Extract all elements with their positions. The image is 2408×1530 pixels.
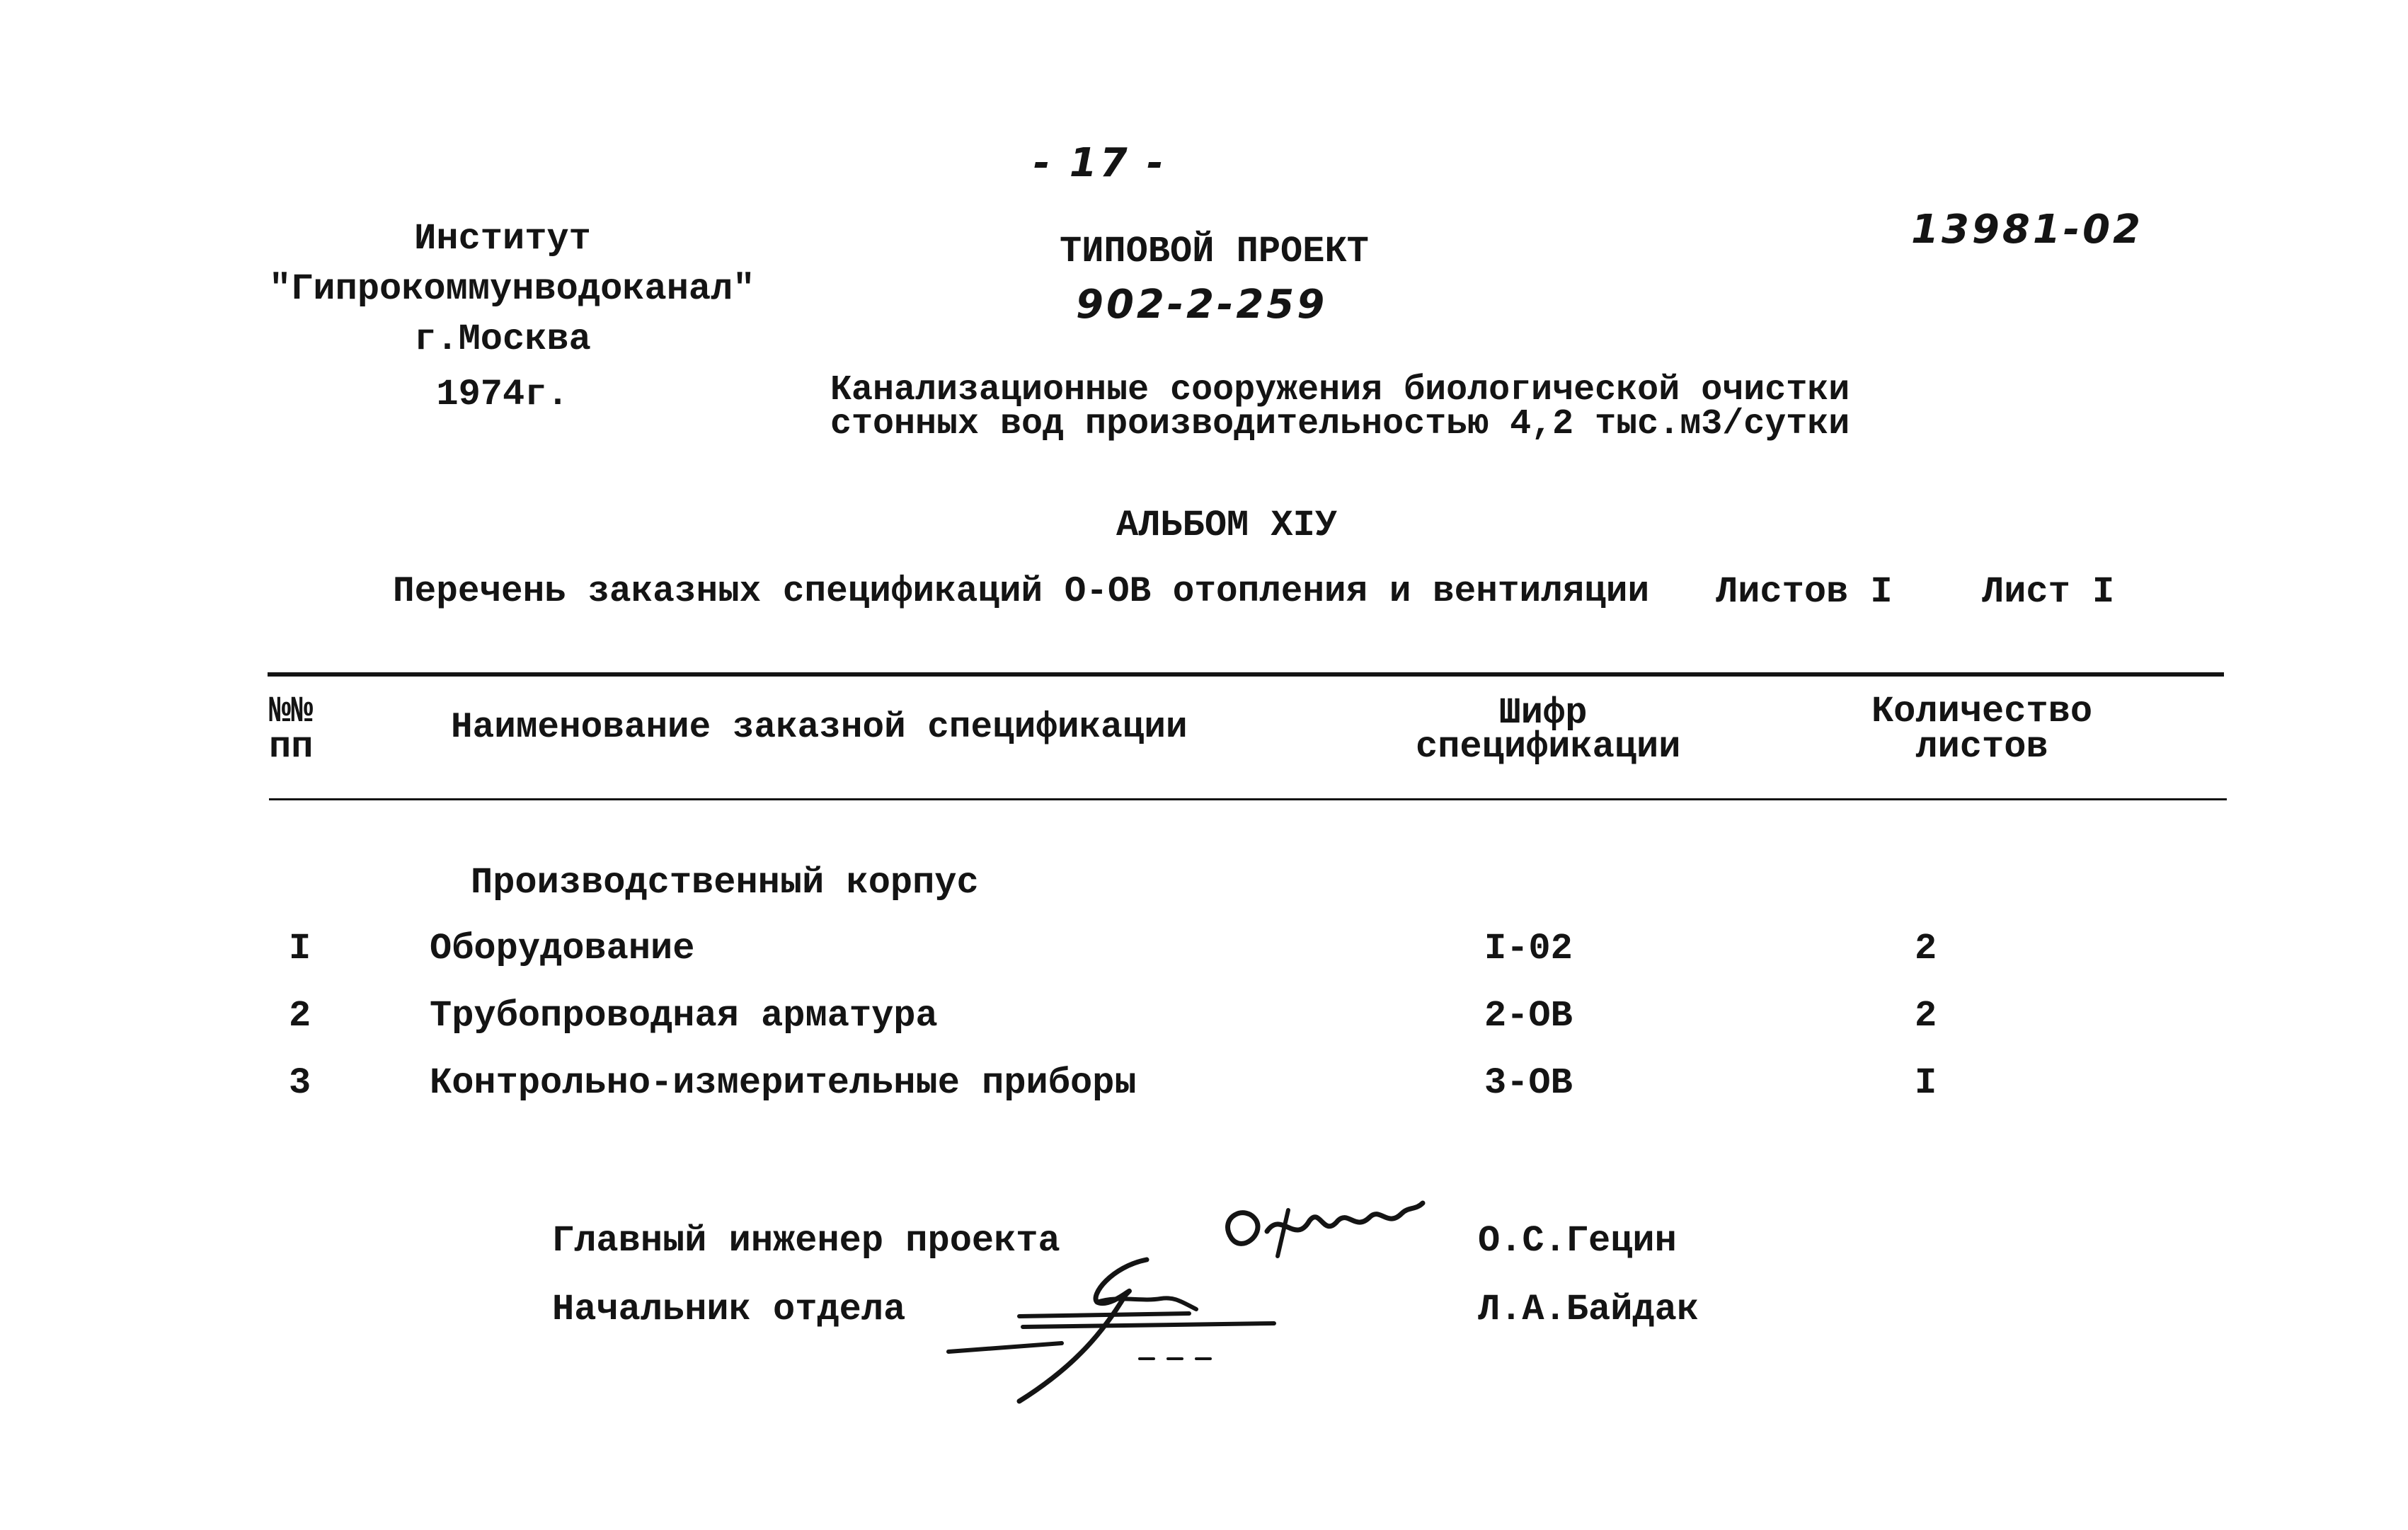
row-1-num: I <box>289 928 311 970</box>
header-name: Наименование заказной спецификации <box>451 708 1188 748</box>
list-title: Перечень заказных спецификаций О-ОВ отопления и вентиляции <box>393 572 1650 612</box>
row-2-code: 2-ОВ <box>1484 995 1573 1037</box>
project-number: 902-2-259 <box>1076 282 1328 328</box>
row-2-name: Трубопроводная арматура <box>430 995 938 1037</box>
sheet-current: Лист I <box>1982 571 2115 613</box>
row-3-num: 3 <box>289 1062 311 1104</box>
archive-number: 13981-02 <box>1911 207 2143 253</box>
header-qty-line1: Количество <box>1871 691 2093 732</box>
row-1-name: Оборудование <box>430 928 695 970</box>
row-2-qty: 2 <box>1915 995 1937 1037</box>
signature-name-head-of-department: Л.А.Байдак <box>1478 1289 1699 1330</box>
signature-role-chief-engineer: Главный инженер проекта <box>552 1220 1060 1262</box>
institute-city: г.Москва <box>414 318 591 360</box>
institute-name: "Гипрокоммунводоканал" <box>269 268 755 310</box>
table-header-rule <box>269 798 2227 800</box>
row-3-qty: I <box>1915 1062 1937 1104</box>
row-3-code: 3-ОВ <box>1484 1062 1573 1104</box>
institute-label: Институт <box>414 218 591 260</box>
project-title-line1: Канализационные сооружения биологической очистки <box>830 370 1850 410</box>
section-title: Производственный корпус <box>471 862 979 904</box>
institute-year: 1974г. <box>436 374 569 415</box>
project-title-line2: стонных вод производительностью 4,2 тыс.м3/сутки <box>830 404 1850 444</box>
table-top-rule <box>268 672 2224 677</box>
header-num-line1: №№ <box>269 691 314 732</box>
row-2-num: 2 <box>289 995 311 1037</box>
page-number: - 17 - <box>1033 140 1166 186</box>
header-num-line2: пп <box>269 726 314 768</box>
signature-role-head-of-department: Начальник отдела <box>552 1289 906 1330</box>
project-label: ТИПОВОЙ ПРОЕКТ <box>1060 231 1369 272</box>
header-qty-line2: листов <box>1915 726 2048 768</box>
row-3-name: Контрольно-измерительные приборы <box>430 1062 1137 1104</box>
handwritten-signature-head-of-department <box>934 1253 1288 1408</box>
header-code-line2: спецификации <box>1416 726 1681 768</box>
album-title: АЛЬБОМ XIУ <box>1116 505 1338 546</box>
row-1-code: I-02 <box>1484 928 1573 970</box>
header-code-line1: Шифр <box>1498 692 1588 734</box>
signature-name-chief-engineer: О.С.Гецин <box>1478 1220 1677 1262</box>
row-1-qty: 2 <box>1915 928 1937 970</box>
sheets-total: Листов I <box>1716 571 1893 613</box>
